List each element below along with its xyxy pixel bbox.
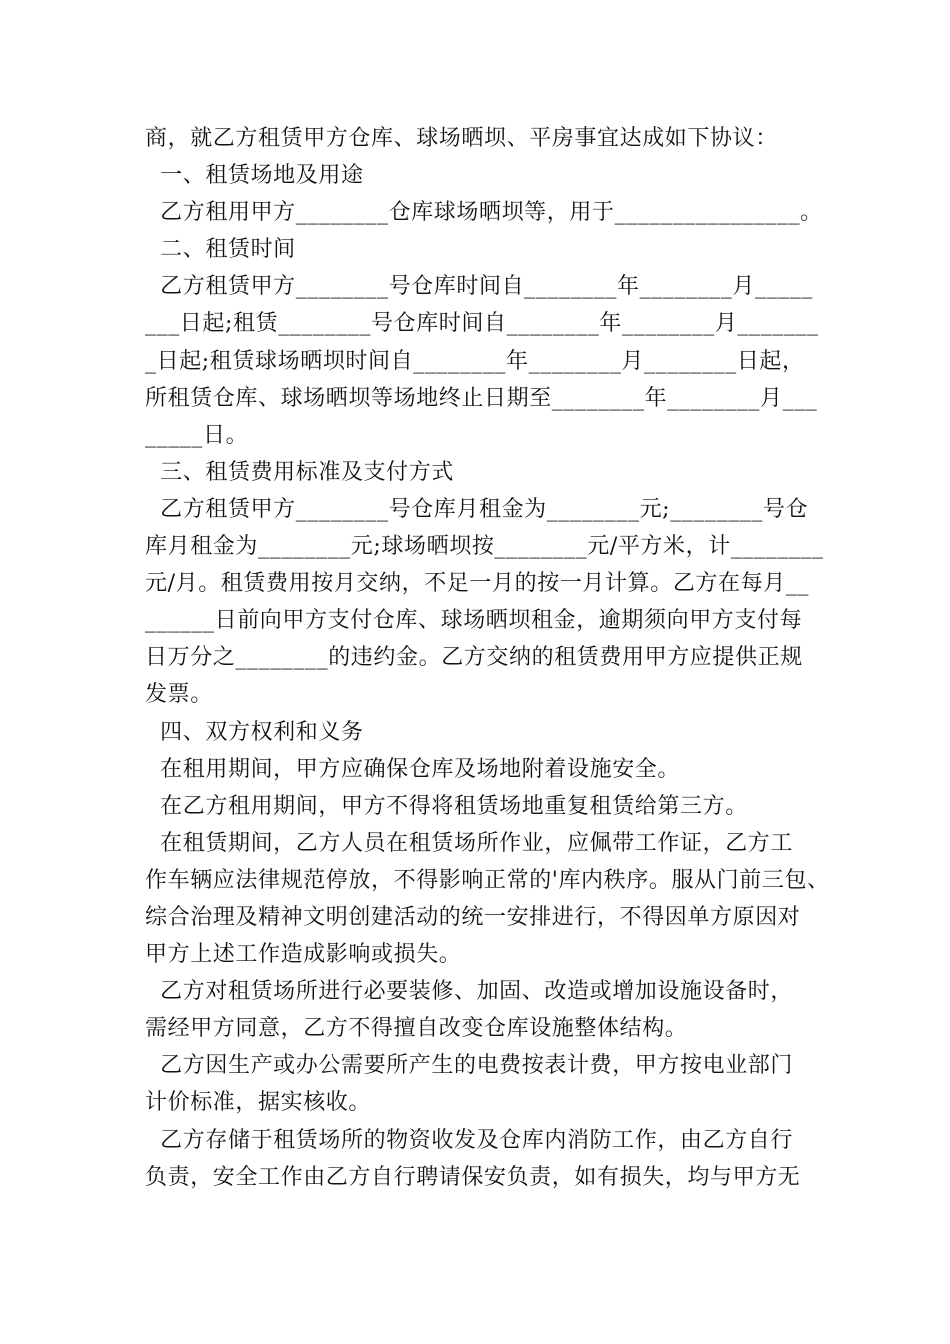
text-line: 乙方租赁甲方________号仓库月租金为________元;________号仓 [145,496,809,522]
text-line: 综合治理及精神文明创建活动的统一安排进行，不得因单方原因对 [145,904,801,930]
text-line: 负责，安全工作由乙方自行聘请保安负责，如有损失，均与甲方无 [145,1164,801,1190]
text-line: 乙方对租赁场所进行必要装修、加固、改造或增加设施设备时， [145,979,793,1005]
text-line: _____日。 [145,422,249,448]
text-line: 商，就乙方租赁甲方仓库、球场晒坝、平房事宜达成如下协议： [145,126,778,151]
text-line: 元/月。租赁费用按月交纳，不足一月的按一月计算。乙方在每月__ [145,571,810,597]
text-line: ______日前向甲方支付仓库、球场晒坝租金，逾期须向甲方支付每 [145,608,803,634]
text-line: 所租赁仓库、球场晒坝等场地终止日期至________年________月___ [145,385,818,411]
text-line: ___日起;租赁________号仓库时间自________年________月_______ [145,311,819,337]
text-line: 库月租金为________元;球场晒坝按________元/平方米，计________ [145,534,824,560]
text-line: _日起;租赁球场晒坝时间自________年________月________日起， [145,348,805,374]
contract-body [145,120,830,1196]
text-line: 在租赁期间，乙方人员在租赁场所作业，应佩带工作证，乙方工 [145,830,793,856]
text-line: 日万分之________的违约金。乙方交纳的租赁费用甲方应提供正规 [145,645,803,671]
section-heading: 三、租赁费用标准及支付方式 [145,459,454,485]
text-line: 需经甲方同意，乙方不得擅自改变仓库设施整体结构。 [145,1016,688,1042]
text-line: 乙方因生产或办公需要所产生的电费按表计费，甲方按电业部门 [145,1053,793,1079]
section-heading: 二、租赁时间 [145,237,296,263]
text-line: 在乙方租用期间，甲方不得将租赁场地重复租赁给第三方。 [145,793,748,819]
text-line: 发票。 [145,682,213,708]
text-line: 在租用期间，甲方应确保仓库及场地附着设施安全。 [145,756,680,782]
section-heading: 四、双方权利和义务 [145,719,364,745]
text-line: 乙方租赁甲方________号仓库时间自________年________月_____ [145,274,813,300]
section-heading: 一、租赁场地及用途 [145,163,364,189]
text-line: 计价标准，据实核收。 [145,1090,372,1116]
text-line: 乙方存储于租赁场所的物资收发及仓库内消防工作，由乙方自行 [145,1127,793,1153]
text-line: 作车辆应法律规范停放，不得影响正常的'库内秩序。服从门前三包、 [145,867,830,893]
text-line: 乙方租用甲方________仓库球场晒坝等，用于________________。 [145,200,823,226]
text-line: 甲方上述工作造成影响或损失。 [145,942,462,968]
